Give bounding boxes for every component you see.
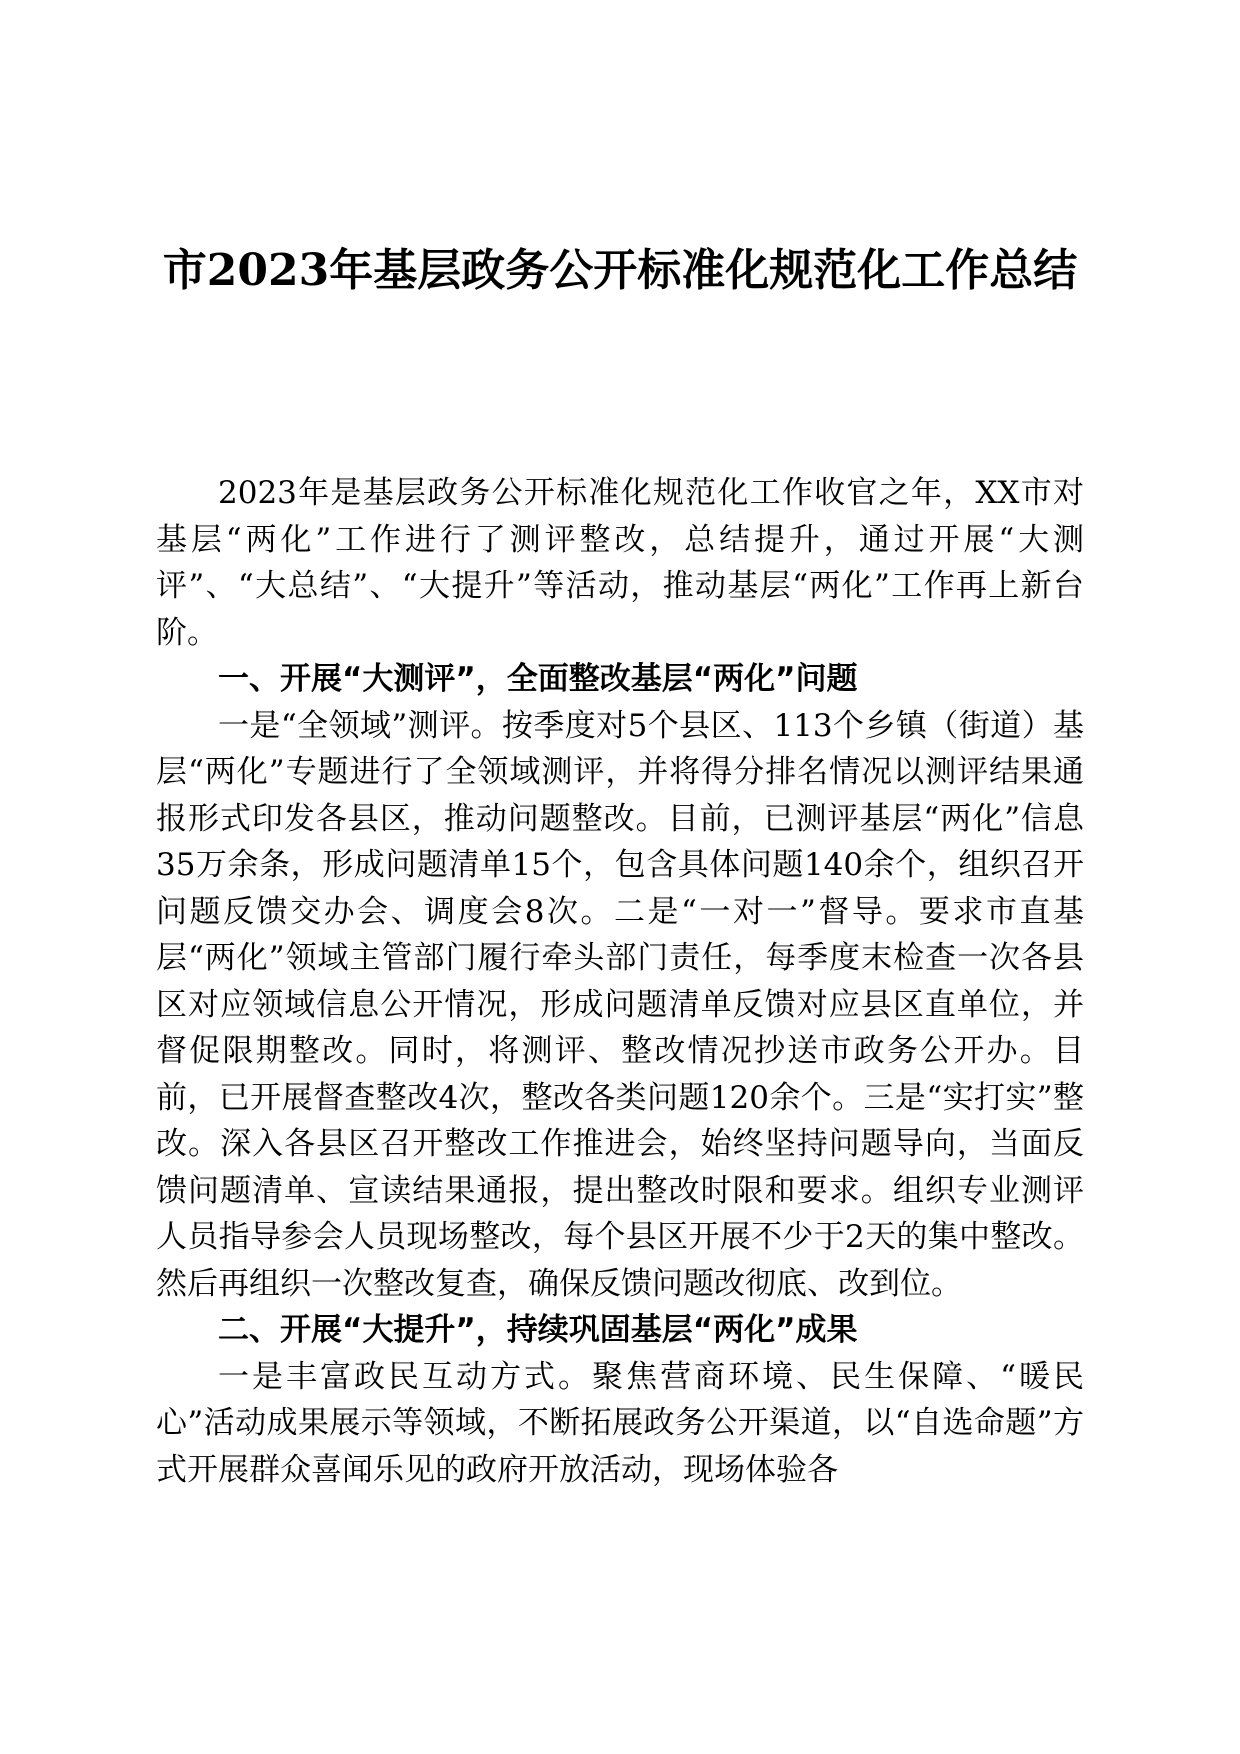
section-heading-2: 二、开展“大提升”，持续巩固基层“两化”成果 xyxy=(218,1312,858,1348)
section-heading-1: 一、开展“大测评”，全面整改基层“两化”问题 xyxy=(218,661,858,697)
document-title: 市2023年基层政务公开标准化规范化工作总结 xyxy=(162,245,1078,296)
section-paragraph-1: 一是“全领域”测评。按季度对5个县区、113个乡镇（街道）基层“两化”专题进行了全领域测评，并将得分排名情况以测评结果通报形式印发各县区，推动问题整改。目前，已测评基层“两化”信息35万余条，形成问题清单15个，包含具体问题140余个，组织召开问题反馈交办会、调度会8次。二是“一对一”督导。要求市直基层“两化”领域主管部门履行牵头部门责任，每季度末检查一次各县区对应领域信息公开情况，形成问题清单反馈对应县区直单位，并督促限期整改。同时，将测评、整改情况抄送市政务公开办。目前，已开展督查整改4次，整改各类问题120余个。三是“实打实”整改。深入各县区召开整改工作推进会，始终坚持问题导向，当面反馈问题清单、宣读结果通报，提出整改时限和要求。组织专业测评人员指导参会人员现场整改，每个县区开展不少于2天的集中整改。然后再组织一次整改复查，确保反馈问题改彻底、改到位。 xyxy=(156,707,1084,1302)
document-body xyxy=(156,470,1084,1493)
intro-paragraph: 2023年是基层政务公开标准化规范化工作收官之年，XX市对基层“两化”工作进行了测评整改，总结提升，通过开展“大测评”、“大总结”、“大提升”等活动，推动基层“两化”工作再上新台阶。 xyxy=(156,475,1084,651)
section-paragraph-2: 一是丰富政民互动方式。聚焦营商环境、民生保障、“暖民心”活动成果展示等领域，不断拓展政务公开渠道，以“自选命题”方式开展群众喜闻乐见的政府开放活动，现场体验各 xyxy=(156,1358,1084,1488)
